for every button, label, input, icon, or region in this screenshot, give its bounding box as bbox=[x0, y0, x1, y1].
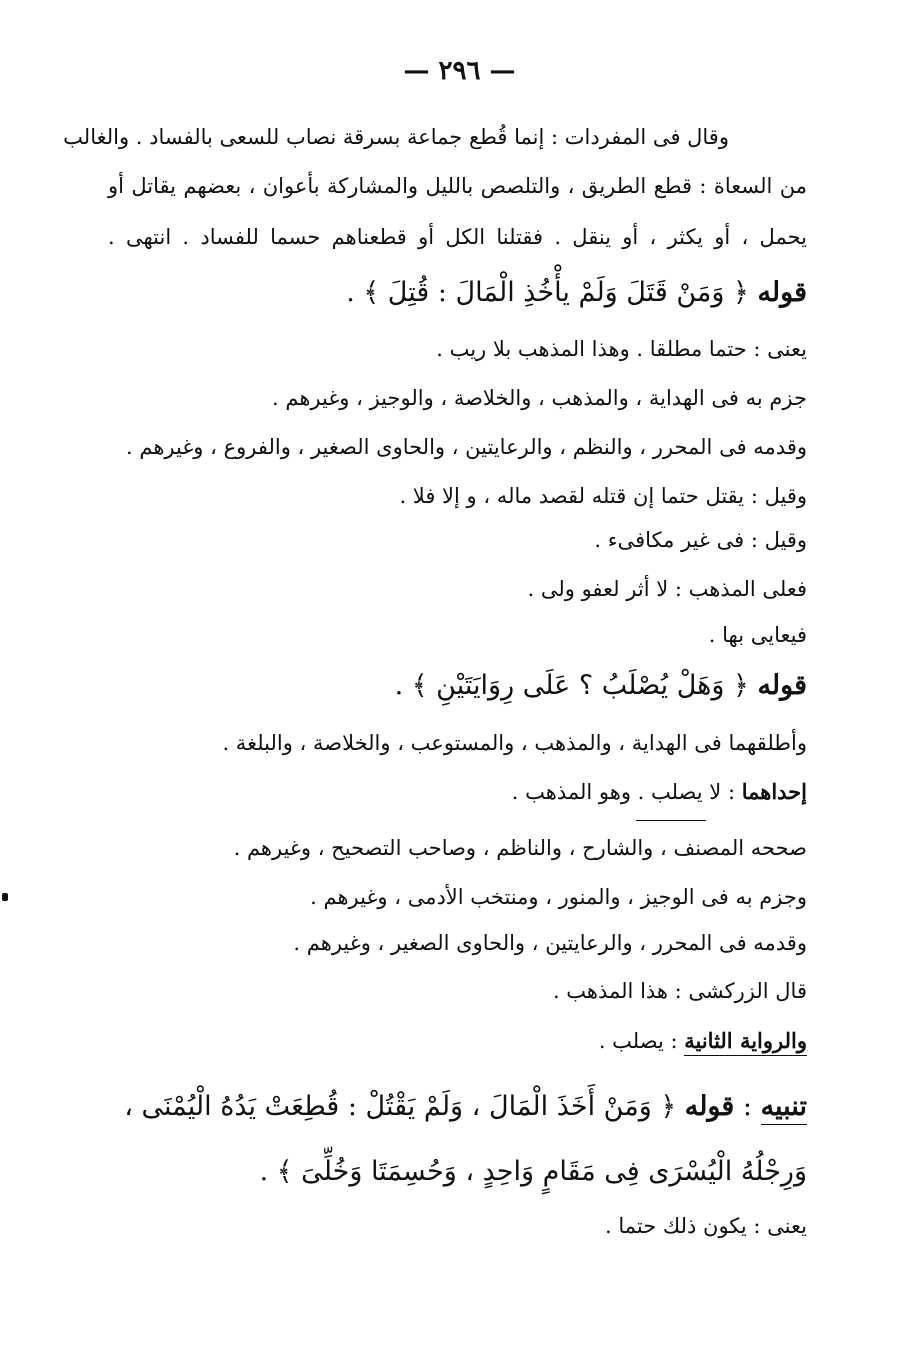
paragraph-line: وقدمه فى المحرر ، والرعايتين ، والحاوى الصغير ، وغيرهم . bbox=[293, 931, 807, 955]
paragraph-line: فيعايى بها . bbox=[708, 623, 807, 647]
second-opinion-line bbox=[599, 1026, 807, 1056]
underline-rule bbox=[636, 820, 706, 821]
paragraph-line: وجزم به فى الوجيز ، والمنور ، ومنتخب الأدمى ، وغيرهم . bbox=[310, 885, 807, 909]
first-opinion-lead: إحداهما bbox=[741, 779, 807, 804]
paragraph-line: وأطلقهما فى الهداية ، والمذهب ، والمستوعب ، والخلاصة ، والبلغة . bbox=[222, 731, 807, 755]
paragraph-line: جزم به فى الهداية ، والمذهب ، والخلاصة ، والوجيز ، وغيرهم . bbox=[272, 386, 807, 410]
first-opinion-text: : لا يصلب . وهو المذهب . bbox=[511, 780, 742, 804]
notice-line-1 bbox=[124, 1087, 807, 1127]
paragraph-line: يعنى : يكون ذلك حتما . bbox=[605, 1214, 807, 1238]
notice-qawluh: قوله bbox=[684, 1091, 735, 1122]
heading-tail: . bbox=[394, 670, 412, 701]
paragraph-line: فعلى المذهب : لا أثر لعفو ولى . bbox=[527, 577, 807, 601]
quran-quote: ﴿ وَمَنْ أَخَذَ الْمَالَ ، وَلَمْ يَقْتُلْ : قُطِعَتْ يَدُهُ الْيُمْنَى ، bbox=[124, 1091, 685, 1122]
notice-tail: . bbox=[259, 1156, 277, 1187]
heading-lead: قوله bbox=[757, 277, 807, 308]
paragraph-line: من السعاة : قطع الطريق ، والتلصص بالليل والمشاركة بأعوان ، بعضهم يقاتل أو bbox=[108, 174, 807, 198]
second-opinion-text: : يصلب . bbox=[598, 1029, 685, 1053]
margin-mark bbox=[2, 893, 8, 901]
paragraph-line: وقيل : فى غير مكافىء . bbox=[594, 528, 807, 552]
second-opinion-lead: والرواية الثانية bbox=[684, 1028, 807, 1056]
paragraph-line: يعنى : حتما مطلقا . وهذا المذهب بلا ريب . bbox=[436, 337, 807, 361]
notice-sep: : bbox=[734, 1091, 761, 1122]
paragraph-line: صححه المصنف ، والشارح ، والناظم ، وصاحب التصحيح ، وغيرهم . bbox=[233, 836, 807, 860]
heading-tail: . bbox=[346, 277, 364, 308]
first-opinion-line bbox=[512, 777, 807, 807]
quran-quote: ﴿ وَهَلْ يُصْلَبُ ؟ عَلَى رِوَايَتَيْنِ ﴾ bbox=[411, 670, 749, 701]
notice-line-2 bbox=[260, 1152, 807, 1192]
paragraph-line: وقدمه فى المحرر ، والنظم ، والرعايتين ، والحاوى الصغير ، والفروع ، وغيرهم . bbox=[126, 435, 807, 459]
paragraph-line: وقيل : يقتل حتما إن قتله لقصد ماله ، و إلا فلا . bbox=[399, 484, 807, 508]
quran-quote: ﴿ وَمَنْ قَتَلَ وَلَمْ يأْخُذِ الْمَالَ : قُتِلَ ﴾ bbox=[363, 277, 749, 308]
page-number: — ٢٩٦ — bbox=[403, 56, 516, 86]
paragraph-line: يحمل ، أو يكثر ، أو ينقل . فقتلنا الكل أو قطعناهم حسما للفساد . انتهى . bbox=[108, 225, 807, 249]
notice-lead: تنبيه bbox=[761, 1091, 807, 1125]
paragraph-line: وقال فى المفردات : إنما قُطع جماعة بسرقة نصاب للسعى بالفساد . والغالب bbox=[63, 125, 729, 149]
heading-quote-2 bbox=[395, 666, 807, 706]
heading-quote-1 bbox=[346, 273, 807, 313]
quran-quote: وَرِجْلُهُ الْيُسْرَى فِى مَقَامٍ وَاحِدٍ ، وَحُسِمَتَا وَخُلِّىَ ﴾ bbox=[276, 1156, 807, 1187]
paragraph-line: قال الزركشى : هذا المذهب . bbox=[552, 979, 807, 1003]
heading-lead: قوله bbox=[757, 670, 807, 701]
